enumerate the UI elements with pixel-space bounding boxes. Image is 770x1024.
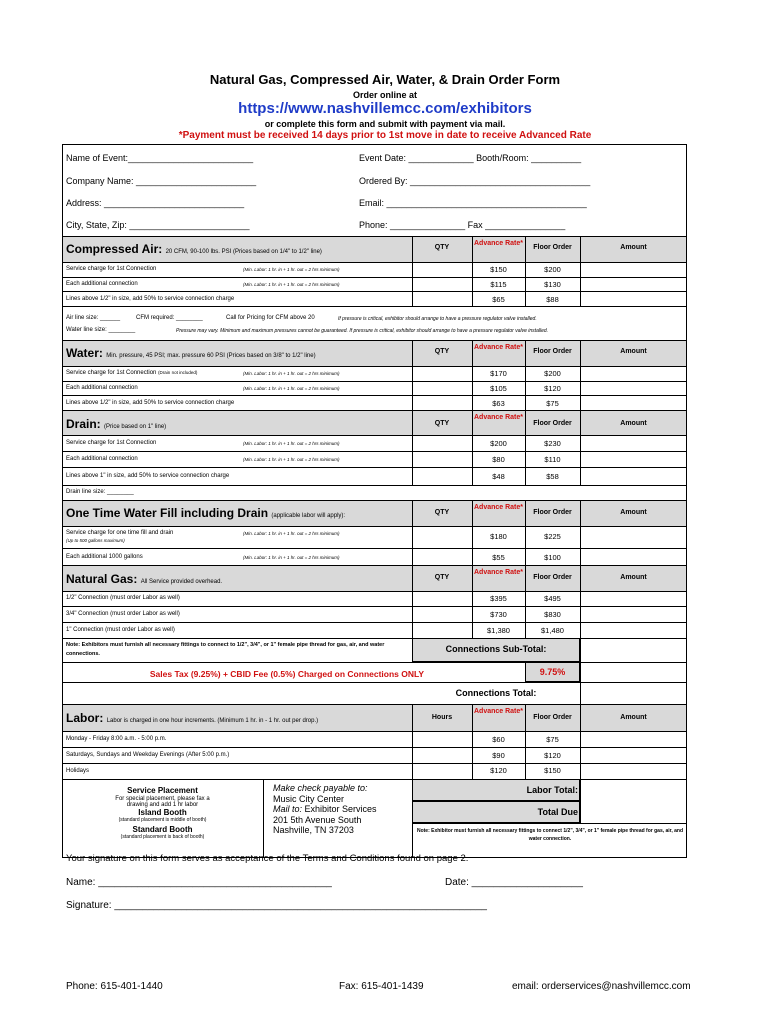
fittings-note: Note: Exhibitors must furnish all necessary fittings to connect to 1/2", 3/4", or 1" female pipe thread for gas, air, and water connections. (66, 642, 385, 657)
drain-amount-header: Amount (620, 420, 647, 427)
air-qty-header: QTY (434, 244, 450, 251)
gas-floor-header: Floor Order (533, 574, 572, 581)
island-booth-option[interactable]: Island Booth (138, 808, 187, 817)
water-row-1-advance: $170 (490, 369, 507, 378)
connections-subtotal-amount[interactable] (580, 638, 687, 662)
drain-row-2-labor: (Min. Labor: 1 hr. in + 1 hr. out = 2 hrs minimum) (243, 457, 340, 462)
air-row-1-advance: $150 (490, 265, 507, 274)
air-row-2-labor: (Min. Labor: 1 hr. in + 1 hr. out = 2 hrs minimum) (243, 282, 340, 287)
water-line-size-field[interactable]: Water line size: ________ (66, 327, 136, 333)
gas-row-1-floor: $495 (544, 594, 561, 603)
water-row-1-labor: (Min. Labor: 1 hr. in + 1 hr. out = 2 hrs minimum) (243, 371, 340, 376)
order-online-label: Order online at (352, 90, 417, 100)
form-title: Natural Gas, Compressed Air, Water, & Drain Order Form (209, 72, 561, 87)
water-advance-header: Advance Rate* (473, 344, 524, 351)
air-row-3-floor: $88 (546, 295, 559, 304)
fill-desc: (applicable labor will apply): (271, 513, 346, 519)
drain-row-3-floor: $58 (546, 472, 559, 481)
drain-line-size-field[interactable]: Drain line size: ________ (66, 489, 134, 495)
gas-desc: All Service provided overhead. (140, 579, 223, 585)
final-fittings-note: Note: Exhibitor must furnish all necessary fittings to connect 1/2", 3/4", or 1" female pipe thread for gas, air, and water connection. (416, 828, 684, 842)
standard-booth-note: (standard placement is back of booth) (120, 834, 205, 840)
drain-qty-header: QTY (434, 420, 450, 427)
exhibitor-url-link[interactable]: https://www.nashvillemcc.com/exhibitors (238, 100, 532, 117)
total-due-label: Total Due (537, 807, 578, 817)
tax-rate: 9.75% (539, 667, 566, 677)
air-row-3: Lines above 1/2" in size, add 50% to service connection charge (66, 296, 235, 302)
gas-title: Natural Gas: All Service provided overhead. (66, 572, 223, 586)
water-row-3-floor: $75 (546, 399, 559, 408)
labor-row-1-floor: $75 (546, 735, 559, 744)
water-floor-header: Floor Order (533, 348, 572, 355)
water-row-1-floor: $200 (544, 369, 561, 378)
labor-desc: Labor is charged in one hour increments. (Minimum 1 hr. in - 1 hr. out per drop.) (106, 718, 319, 724)
labor-row-3-advance: $120 (490, 766, 507, 775)
water-desc: Min. pressure, 45 PSI; max. pressure 60 PSI (Prices based on 3/8" to 1/2" line) (106, 353, 316, 359)
labor-title: Labor: Labor is charged in one hour increments. (Minimum 1 hr. in - 1 hr. out per drop.) (66, 711, 319, 725)
water-row-2: Each additional connection (66, 385, 138, 391)
address-field[interactable]: Address: ____________________________ (66, 198, 245, 208)
water-row-2-advance: $105 (490, 384, 507, 393)
mail-instructions: or complete this form and submit with payment via mail. (264, 119, 506, 129)
signature-date-field[interactable]: Date: ____________________ (445, 877, 583, 888)
service-placement-box (62, 779, 264, 858)
island-booth-note: (standard placement is middle of booth) (118, 817, 207, 823)
drain-advance-header: Advance Rate* (473, 414, 524, 421)
drain-row-1: Service charge for 1st Connection (66, 440, 157, 446)
water-row-1: Service charge for 1st Connection (Drain not included) (66, 370, 198, 376)
fill-amount-header: Amount (620, 509, 647, 516)
payable-street: 201 5th Avenue South (273, 814, 362, 825)
water-row-3-advance: $63 (492, 399, 505, 408)
air-row-2-advance: $115 (490, 280, 507, 289)
labor-row-1-advance: $60 (492, 735, 505, 744)
gas-row-1: 1/2" Connection (must order Labor as well) (66, 595, 180, 601)
labor-row-1: Monday - Friday 8:00 a.m. - 5:00 p.m. (66, 736, 167, 742)
fill-row-2-labor: (Min. Labor: 1 hr. in + 1 hr. out = 2 hrs minimum) (243, 555, 340, 560)
fill-row-1-sub: (Up to 500 gallons maximum) (66, 538, 125, 543)
footer-phone: Phone: 615-401-1440 (66, 981, 163, 992)
air-amount-header: Amount (620, 244, 647, 251)
gas-amount-header: Amount (620, 574, 647, 581)
fill-floor-header: Floor Order (533, 509, 572, 516)
signature-field[interactable]: Signature: ___________________________________________________________________ (66, 900, 487, 911)
cfm-call-note: Call for Pricing for CFM above 20 (226, 315, 315, 321)
labor-total-label: Labor Total: (526, 785, 578, 795)
drain-row-1-labor: (Min. Labor: 1 hr. in + 1 hr. out = 2 hrs minimum) (243, 441, 340, 446)
company-name-field[interactable]: Company Name: ________________________ (66, 176, 257, 186)
labor-row-2-floor: $120 (544, 751, 561, 760)
gas-row-3-advance: $1,380 (487, 626, 510, 635)
drain-row-2-floor: $110 (544, 455, 561, 464)
fill-row-1-advance: $180 (490, 532, 507, 541)
cfm-required-field[interactable]: CFM required: ________ (136, 315, 203, 321)
air-row-1: Service charge for 1st Connection (66, 266, 157, 272)
drain-floor-header: Floor Order (533, 420, 572, 427)
pressure-critical-note: If pressure is critical, exhibitor should arrange to have a pressure regulator valve installed. (338, 316, 537, 322)
ordered-by-field[interactable]: Ordered By: ____________________________________ (359, 176, 591, 186)
fill-advance-header: Advance Rate* (473, 504, 524, 511)
footer-fax: Fax: 615-401-1439 (339, 981, 424, 992)
gas-row-3-floor: $1,480 (541, 626, 564, 635)
footer-email[interactable]: email: orderservices@nashvillemcc.com (512, 981, 691, 992)
event-name-field[interactable]: Name of Event:_________________________ (66, 153, 254, 163)
connections-total-label: Connections Total: (455, 688, 537, 698)
labor-row-2-advance: $90 (492, 751, 505, 760)
tax-amount[interactable] (580, 662, 687, 682)
labor-amount-header: Amount (620, 714, 647, 721)
email-field[interactable]: Email: ________________________________________ (359, 198, 587, 208)
labor-advance-header: Advance Rate* (473, 708, 524, 715)
phone-fax-field[interactable]: Phone: _______________ Fax ________________ (359, 220, 566, 230)
gas-row-1-advance: $395 (490, 594, 507, 603)
labor-row-3-floor: $150 (544, 766, 561, 775)
water-amount-header: Amount (620, 348, 647, 355)
water-row-3: Lines above 1/2" in size, add 50% to service connection charge (66, 400, 235, 406)
connections-subtotal-label: Connections Sub-Total: (445, 644, 547, 654)
fill-title: One Time Water Fill including Drain (applicable labor will apply): (66, 506, 346, 520)
sales-tax-label: Sales Tax (9.25%) + CBID Fee (0.5%) Charged on Connections ONLY (149, 669, 425, 679)
water-row-2-labor: (Min. Labor: 1 hr. in + 1 hr. out = 2 hrs minimum) (243, 386, 340, 391)
air-row-1-floor: $200 (544, 265, 561, 274)
fill-row-2-floor: $100 (544, 553, 561, 562)
payable-city: Nashville, TN 37203 (273, 825, 354, 835)
terms-acceptance: Your signature on this form serves as acceptance of the Terms and Conditions found on page 2. (66, 853, 469, 864)
payable-box (273, 783, 377, 836)
labor-hours-header: Hours (431, 714, 453, 721)
water-qty-header: QTY (434, 348, 450, 355)
labor-row-3: Holidays (66, 768, 90, 774)
signature-name-field[interactable]: Name: __________________________________________ (66, 877, 332, 888)
make-check-label: Make check payable to: (273, 783, 368, 793)
placement-line-1: For special placement, please fax a (115, 796, 210, 802)
fill-row-2-advance: $55 (492, 553, 505, 562)
gas-advance-header: Advance Rate* (473, 569, 524, 576)
gas-row-2-advance: $730 (490, 610, 507, 619)
city-state-zip-field[interactable]: City, State, Zip: ________________________ (66, 220, 250, 230)
placement-title: Service Placement (127, 786, 198, 795)
gas-row-2: 3/4" Connection (must order Labor as well) (66, 611, 180, 617)
payment-notice: *Payment must be received 14 days prior to 1st move in date to receive Advanced Rate (178, 130, 592, 141)
air-row-2-floor: $130 (544, 280, 561, 289)
drain-title: Drain: (Price based on 1" line) (66, 417, 167, 431)
drain-row-2-advance: $80 (492, 455, 505, 464)
air-desc: 20 CFM, 90-100 lbs. PSI (Prices based on 1/4" to 1/2" line) (165, 249, 322, 255)
air-row-1-labor: (Min. Labor: 1 hr. in + 1 hr. out = 2 hrs minimum) (243, 267, 340, 272)
payable-center: Music City Center (273, 793, 345, 804)
connections-total-row (62, 682, 687, 704)
drain-row-1-advance: $200 (490, 439, 507, 448)
drain-row-1-floor: $230 (544, 439, 561, 448)
air-row-2: Each additional connection (66, 281, 138, 287)
fill-row-1-floor: $225 (544, 532, 561, 541)
event-date-field[interactable]: Event Date: _____________ Booth/Room: __________ (359, 153, 582, 163)
air-row-3-advance: $65 (492, 295, 505, 304)
air-floor-header: Floor Order (533, 244, 572, 251)
labor-row-2: Saturdays, Sundays and Weekday Evenings (After 5:00 p.m.) (66, 752, 230, 758)
labor-floor-header: Floor Order (533, 714, 572, 721)
gas-row-2-floor: $830 (544, 610, 561, 619)
placement-line-2: drawing and add 1 hr labor (126, 802, 199, 808)
air-title: Compressed Air: 20 CFM, 90-100 lbs. PSI (Prices based on 1/4" to 1/2" line) (66, 242, 322, 256)
labor-total-amount[interactable] (580, 779, 687, 801)
drain-row-2: Each additional connection (66, 456, 138, 462)
air-advance-header: Advance Rate* (473, 240, 524, 247)
fill-row-1: Service charge for one time fill and drain (66, 530, 174, 536)
gas-row-3: 1" Connection (must order Labor as well) (66, 627, 175, 633)
drain-row-3-advance: $48 (492, 472, 505, 481)
fill-qty-header: QTY (434, 509, 450, 516)
standard-booth-option[interactable]: Standard Booth (132, 825, 193, 834)
air-line-size-field[interactable]: Air line size: ______ (66, 315, 121, 321)
drain-desc: (Price based on 1" line) (104, 424, 167, 430)
fill-row-1-labor: (Min. Labor: 1 hr. in + 1 hr. out = 2 hrs minimum) (243, 531, 340, 536)
total-due-amount[interactable] (580, 801, 687, 823)
fill-row-2: Each additional 1000 gallons (66, 554, 143, 560)
drain-row-3: Lines above 1" in size, add 50% to service connection charge (66, 473, 230, 479)
water-title: Water: Min. pressure, 45 PSI; max. pressure 60 PSI (Prices based on 3/8" to 1/2" line) (66, 346, 316, 360)
mail-to-line: Mail to: Exhibitor Services (273, 804, 377, 814)
gas-qty-header: QTY (434, 574, 450, 581)
water-row-2-floor: $120 (544, 384, 561, 393)
pressure-vary-note: Pressure may vary. Minimum and maximum pressures cannot be guaranteed. If pressure is critical, exhibitor should arrange to have a pressure regulator valve installed. (176, 328, 549, 334)
